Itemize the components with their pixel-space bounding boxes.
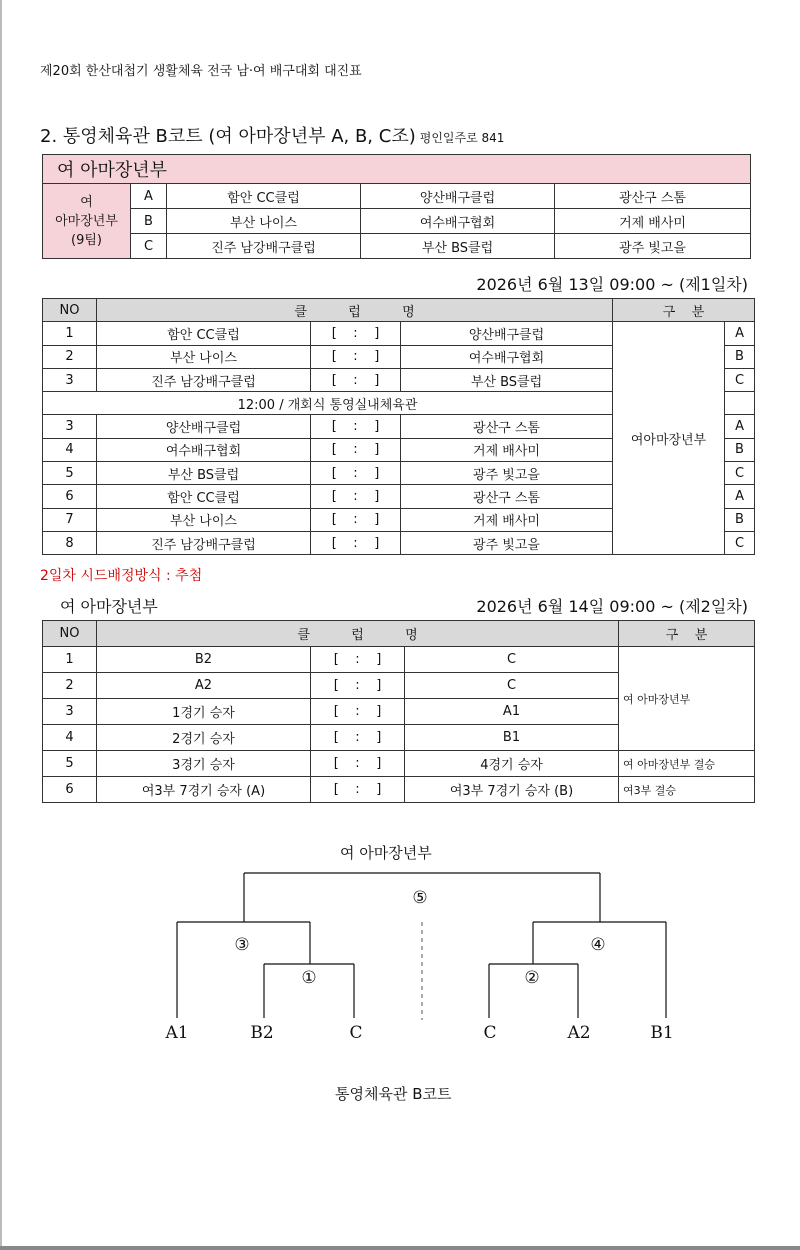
day2-division-title: 여 아마장년부	[60, 597, 158, 616]
match-no: 1	[43, 322, 97, 345]
day1-schedule-table	[42, 298, 755, 555]
home-team: A2	[97, 673, 311, 699]
group-cell: C	[725, 368, 755, 391]
group-cell: C	[725, 462, 755, 485]
score-box: [ : ]	[311, 673, 405, 699]
section-title	[40, 122, 504, 148]
group-cell: B	[725, 508, 755, 531]
score-box: [ : ]	[311, 368, 401, 391]
col-no-header: NO	[43, 299, 97, 322]
match-no: 5	[43, 751, 97, 777]
leaf-label: C	[483, 1023, 497, 1043]
score-box: [ : ]	[311, 647, 405, 673]
team-cell: 여수배구협회	[361, 209, 555, 234]
away-team: 거제 배사미	[401, 438, 613, 461]
match-no: 3	[43, 415, 97, 438]
team-cell: 부산 나이스	[167, 209, 361, 234]
col-club-header: 클 럽 명	[97, 299, 613, 322]
away-team: C	[405, 647, 619, 673]
day2-schedule-table	[42, 620, 755, 803]
team-cell: 양산배구클럽	[361, 184, 555, 209]
away-team: 양산배구클럽	[401, 322, 613, 345]
match-no: 3	[43, 368, 97, 391]
team-cell: 진주 남강배구클럽	[167, 234, 361, 259]
game5-marker: ⑤	[412, 888, 428, 908]
score-box: [ : ]	[311, 508, 401, 531]
division-cell: 여 아마장년부	[619, 647, 755, 751]
division-final-cell: 여 아마장년부 결승	[619, 751, 755, 777]
home-team: 진주 남강배구클럽	[97, 531, 311, 554]
division-header: 여 아마장년부	[43, 155, 751, 184]
seed-note: 2일차 시드배정방식 : 추첨	[40, 568, 203, 584]
venue-address: 평인일주로 841	[419, 131, 505, 145]
home-team: 1경기 승자	[97, 699, 311, 725]
match-no: 6	[43, 485, 97, 508]
leaf-label: C	[349, 1023, 363, 1043]
page-edge	[0, 0, 2, 1250]
match-no: 4	[43, 725, 97, 751]
group-cell: B	[725, 438, 755, 461]
team-cell: 거제 배사미	[555, 209, 751, 234]
home-team: 3경기 승자	[97, 751, 311, 777]
away-team: A1	[405, 699, 619, 725]
score-box: [ : ]	[311, 345, 401, 368]
division-table	[42, 154, 751, 259]
home-team: 부산 나이스	[97, 345, 311, 368]
match-no: 8	[43, 531, 97, 554]
team-cell: 광산구 스톰	[555, 184, 751, 209]
division-3final-cell: 여3부 결승	[619, 777, 755, 803]
score-box: [ : ]	[311, 485, 401, 508]
home-team: 부산 나이스	[97, 508, 311, 531]
document-title: 제20회 한산대첩기 생활체육 전국 남·여 배구대회 대진표	[40, 64, 362, 79]
day1-date: 2026년 6월 13일 09:00 ~ (제1일차)	[476, 275, 748, 294]
group-label: B	[131, 209, 167, 234]
leaf-label: A2	[567, 1023, 591, 1043]
game1-marker: ①	[301, 968, 317, 988]
team-cell: 함안 CC클럽	[167, 184, 361, 209]
home-team: 진주 남강배구클럽	[97, 368, 311, 391]
score-box: [ : ]	[311, 438, 401, 461]
home-team: 함안 CC클럽	[97, 322, 311, 345]
away-team: C	[405, 673, 619, 699]
col-club-header: 클 럽 명	[97, 621, 619, 647]
score-box: [ : ]	[311, 751, 405, 777]
home-team: 2경기 승자	[97, 725, 311, 751]
opening-ceremony-row: 12:00 / 개회식 통영실내체육관	[43, 392, 613, 415]
match-no: 2	[43, 673, 97, 699]
page-bottom-edge	[0, 1246, 800, 1250]
bracket-footer: 통영체육관 B코트	[335, 1085, 452, 1103]
home-team: 양산배구클럽	[97, 415, 311, 438]
col-division-header: 구 분	[613, 299, 755, 322]
away-team: 부산 BS클럽	[401, 368, 613, 391]
score-box: [ : ]	[311, 462, 401, 485]
away-team: 광산구 스톰	[401, 415, 613, 438]
home-team: 부산 BS클럽	[97, 462, 311, 485]
division-side-label: 여 아마장년부 (9팀)	[43, 184, 131, 259]
score-box: [ : ]	[311, 699, 405, 725]
team-cell: 광주 빛고을	[555, 234, 751, 259]
match-no: 5	[43, 462, 97, 485]
match-no: 6	[43, 777, 97, 803]
section-title-text: 2. 통영체육관 B코트 (여 아마장년부 A, B, C조)	[40, 126, 416, 147]
col-division-header: 구 분	[619, 621, 755, 647]
score-box: [ : ]	[311, 725, 405, 751]
match-no: 1	[43, 647, 97, 673]
away-team: 여3부 7경기 승자 (B)	[405, 777, 619, 803]
leaf-label: B1	[650, 1023, 674, 1043]
away-team: 광주 빛고을	[401, 462, 613, 485]
away-team: 거제 배사미	[401, 508, 613, 531]
game3-marker: ③	[234, 935, 250, 955]
group-cell: A	[725, 322, 755, 345]
home-team: 여수배구협회	[97, 438, 311, 461]
col-no-header: NO	[43, 621, 97, 647]
home-team: B2	[97, 647, 311, 673]
score-box: [ : ]	[311, 322, 401, 345]
group-cell: A	[725, 415, 755, 438]
score-box: [ : ]	[311, 777, 405, 803]
bracket-title: 여 아마장년부	[340, 844, 432, 862]
match-no: 2	[43, 345, 97, 368]
group-label: C	[131, 234, 167, 259]
score-box: [ : ]	[311, 415, 401, 438]
tournament-bracket	[150, 860, 690, 1060]
group-cell: C	[725, 531, 755, 554]
group-cell: A	[725, 485, 755, 508]
game2-marker: ②	[524, 968, 540, 988]
away-team: 4경기 승자	[405, 751, 619, 777]
score-box: [ : ]	[311, 531, 401, 554]
group-label: A	[131, 184, 167, 209]
home-team: 함안 CC클럽	[97, 485, 311, 508]
team-cell: 부산 BS클럽	[361, 234, 555, 259]
away-team: B1	[405, 725, 619, 751]
group-cell-empty	[725, 392, 755, 415]
leaf-label: B2	[250, 1023, 274, 1043]
away-team: 광주 빛고을	[401, 531, 613, 554]
leaf-label: A1	[165, 1023, 189, 1043]
division-cell: 여아마장년부	[613, 322, 725, 555]
away-team: 광산구 스톰	[401, 485, 613, 508]
match-no: 3	[43, 699, 97, 725]
home-team: 여3부 7경기 승자 (A)	[97, 777, 311, 803]
group-cell: B	[725, 345, 755, 368]
game4-marker: ④	[590, 935, 606, 955]
away-team: 여수배구협회	[401, 345, 613, 368]
day2-date: 2026년 6월 14일 09:00 ~ (제2일차)	[476, 597, 748, 616]
match-no: 4	[43, 438, 97, 461]
match-no: 7	[43, 508, 97, 531]
